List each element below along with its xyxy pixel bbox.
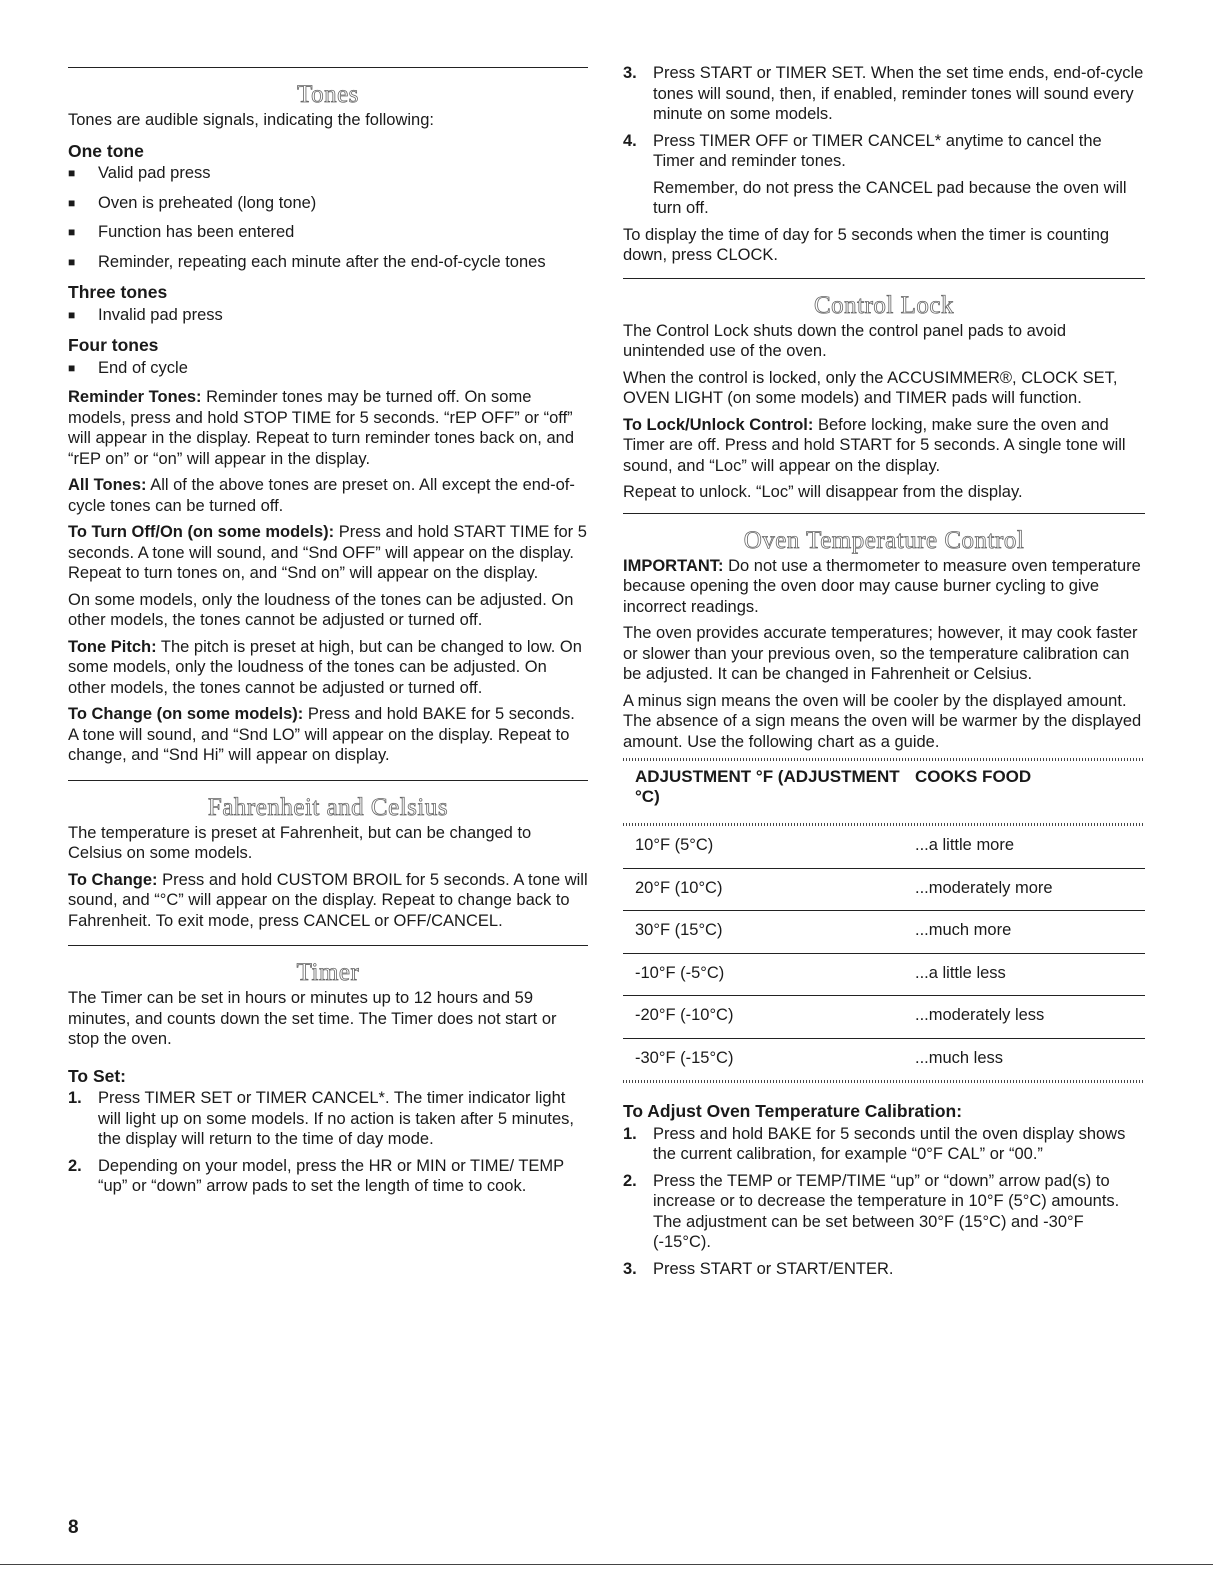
calibration-heading: To Adjust Oven Temperature Calibration: bbox=[623, 1101, 963, 1121]
header-adjustment: ADJUSTMENT °F (ADJUSTMENT °C) bbox=[635, 767, 900, 806]
step-item: 2. Press the TEMP or TEMP/TIME “up” or “down” arrow pad(s) to increase or to decrease the temperature in 10°F (5°C) amounts. The adjustment can be set between 30°F (15°C) and -30°F (-15°C). bbox=[623, 1171, 1120, 1251]
page-number: 8 bbox=[68, 1517, 79, 1538]
timer-steps bbox=[68, 1088, 588, 1197]
table-row: -30°F (-15°C) ...much less bbox=[635, 1048, 1004, 1067]
list-item: ■ Oven is preheated (long tone) bbox=[68, 193, 588, 214]
list-item: ■ Invalid pad press bbox=[68, 305, 588, 326]
label: To Change: bbox=[68, 870, 158, 889]
remember-note: Remember, do not press the CANCEL pad because the oven will turn off. bbox=[653, 178, 1127, 217]
one-tone-list bbox=[68, 163, 588, 272]
control-lock-title: Control Lock bbox=[813, 291, 954, 319]
adjustment-table bbox=[623, 758, 1145, 1083]
control-lock-p2: When the control is locked, only the ACCUSIMMER®, CLOCK SET, OVEN LIGHT (on some models) and TIMER pads will function. bbox=[623, 368, 1118, 407]
label: To Turn Off/On (on some models): bbox=[68, 523, 335, 541]
timer-intro: The Timer can be set in hours or minutes up to 12 hours and 59 minutes, and counts down the set time. The Timer does not start or stop the oven. bbox=[68, 989, 557, 1048]
step-item: 4. Press TIMER OFF or TIMER CANCEL* anytime to cancel the Timer and reminder tones. bbox=[623, 131, 1102, 170]
right-column bbox=[623, 0, 1145, 1285]
four-tones-list bbox=[68, 358, 588, 379]
three-tones-list bbox=[68, 305, 588, 326]
oven-temp-p2: A minus sign means the oven will be cooler by the displayed amount. The absence of a sign means the oven will be warmer by the displayed amount. Use the following chart as a guide. bbox=[623, 691, 1142, 751]
list-item: ■ Valid pad press bbox=[68, 163, 588, 184]
step-item: 1. Press TIMER SET or TIMER CANCEL*. The timer indicator light will light up on some models. If no action is taken after 5 minutes, the display will return to the time of day mode. bbox=[68, 1089, 574, 1148]
label: IMPORTANT: bbox=[623, 556, 724, 575]
step-item: 3. Press START or TIMER SET. When the set time ends, end-of-cycle tones will sound, then, if enabled, reminder tones will sound every minute on some models. bbox=[623, 64, 1144, 123]
list-item: ■ Function has been entered bbox=[68, 222, 588, 243]
fahrenheit-change-paragraph: To Change: Press and hold CUSTOM BROIL for 5 seconds. A tone will sound, and “°C” will appear on the display. Repeat to change back to Fahrenheit. To exit mode, press CANCEL or OFF/CANCEL. bbox=[68, 870, 588, 930]
header-cooks-food: COOKS FOOD bbox=[915, 767, 1032, 786]
four-tones-heading: Four tones bbox=[68, 335, 159, 355]
tone-pitch-paragraph: Tone Pitch: The pitch is preset at high, but can be changed to low. On some models, only the loudness of the tones can be adjusted. On other models, the tones cannot be adjusted or turned off. bbox=[68, 637, 582, 697]
important-paragraph: IMPORTANT: Do not use a thermometer to measure oven temperature because opening the oven door may cause burner cycling to give incorrect readings. bbox=[623, 556, 1141, 616]
table-row: 20°F (10°C) ...moderately more bbox=[623, 868, 1145, 911]
table-row: 10°F (5°C) ...a little more bbox=[623, 826, 1145, 868]
oven-temp-p1: The oven provides accurate temperatures; however, it may cook faster or slower than your previous oven, so the temperature calibration can be adjusted. It can be changed in Fahrenheit or Celsius. bbox=[623, 624, 1138, 683]
loudness-paragraph: On some models, only the loudness of the tones can be adjusted. On other models, the tones cannot be adjusted or turned off. bbox=[68, 590, 574, 629]
to-set-heading: To Set: bbox=[68, 1065, 127, 1086]
calibration-steps bbox=[623, 1124, 1145, 1280]
left-column bbox=[68, 0, 588, 1203]
table-row: -10°F (-5°C) ...a little less bbox=[623, 953, 1145, 996]
label: Tone Pitch: bbox=[68, 637, 157, 656]
table-row: 30°F (15°C) ...much more bbox=[623, 911, 1145, 954]
unlock-paragraph: Repeat to unlock. “Loc” will disappear from the display. bbox=[623, 483, 1023, 501]
bottom-rule bbox=[0, 1564, 1213, 1565]
label: All Tones: bbox=[68, 476, 147, 494]
section-divider bbox=[623, 278, 1145, 279]
label: To Change (on some models): bbox=[68, 705, 304, 723]
lock-unlock-paragraph: To Lock/Unlock Control: Before locking, make sure the oven and Timer are off. Press and hold START for 5 seconds. A single tone will sound, and “Loc” will appear on the display. bbox=[623, 415, 1126, 475]
clock-display-paragraph: To display the time of day for 5 seconds when the timer is counting down, press CLOCK. bbox=[623, 225, 1110, 264]
list-item: ■ Reminder, repeating each minute after the end-of-cycle tones bbox=[68, 252, 588, 273]
tones-intro: Tones are audible signals, indicating the following: bbox=[68, 111, 434, 129]
section-divider bbox=[68, 780, 588, 781]
fahrenheit-intro: The temperature is preset at Fahrenheit, but can be changed to Celsius on some models. bbox=[68, 823, 532, 862]
oven-temp-title: Oven Temperature Control bbox=[743, 526, 1025, 554]
label: Reminder Tones: bbox=[68, 388, 202, 406]
section-divider bbox=[623, 513, 1145, 514]
control-lock-p1: The Control Lock shuts down the control panel pads to avoid unintended use of the oven. bbox=[623, 321, 1067, 360]
fahrenheit-title: Fahrenheit and Celsius bbox=[207, 793, 449, 821]
step-item: 3. Press START or START/ENTER. bbox=[623, 1259, 894, 1278]
step-item: 2. Depending on your model, press the HR or MIN or TIME/ TEMP “up” or “down” arrow pads to set the length of time to cook. bbox=[68, 1156, 564, 1195]
step-item: 1. Press and hold BAKE for 5 seconds until the oven display shows the current calibration, for example “0°F CAL” or “00.” bbox=[623, 1124, 1126, 1163]
one-tone-heading: One tone bbox=[68, 140, 144, 161]
table-rule bbox=[623, 1080, 1145, 1083]
reminder-tones-paragraph: Reminder Tones: Reminder tones may be turned off. On some models, press and hold STOP TIME for 5 seconds. “rEP OFF” or “off” will appear in the display. Repeat to turn reminder tones back on, and “rEP on” or “on” will appear in the display. bbox=[68, 388, 574, 468]
all-tones-paragraph: All Tones: All of the above tones are preset on. All except the end-of-cycle tones can be turned off. bbox=[68, 476, 575, 515]
timer-title: Timer bbox=[296, 959, 360, 986]
table-header bbox=[623, 761, 1145, 823]
turn-off-on-paragraph: To Turn Off/On (on some models): Press and hold START TIME for 5 seconds. A tone will sound, and “Snd OFF” will appear on the display. Repeat to turn tones on, and “Snd on” will appear on the display. bbox=[68, 523, 587, 582]
three-tones-heading: Three tones bbox=[68, 282, 168, 302]
tone-change-paragraph: To Change (on some models): Press and hold BAKE for 5 seconds. A tone will sound, and “Snd LO” will appear on the display. Repeat to change, and “Snd Hi” will appear on display. bbox=[68, 705, 575, 764]
table-row: -20°F (-10°C) ...moderately less bbox=[623, 996, 1145, 1039]
tones-title: Tones bbox=[297, 81, 359, 108]
timer-steps-continued bbox=[623, 63, 1145, 172]
section-divider bbox=[68, 945, 588, 946]
list-item: ■ End of cycle bbox=[68, 358, 588, 379]
label: To Lock/Unlock Control: bbox=[623, 415, 814, 434]
section-divider bbox=[68, 67, 588, 68]
